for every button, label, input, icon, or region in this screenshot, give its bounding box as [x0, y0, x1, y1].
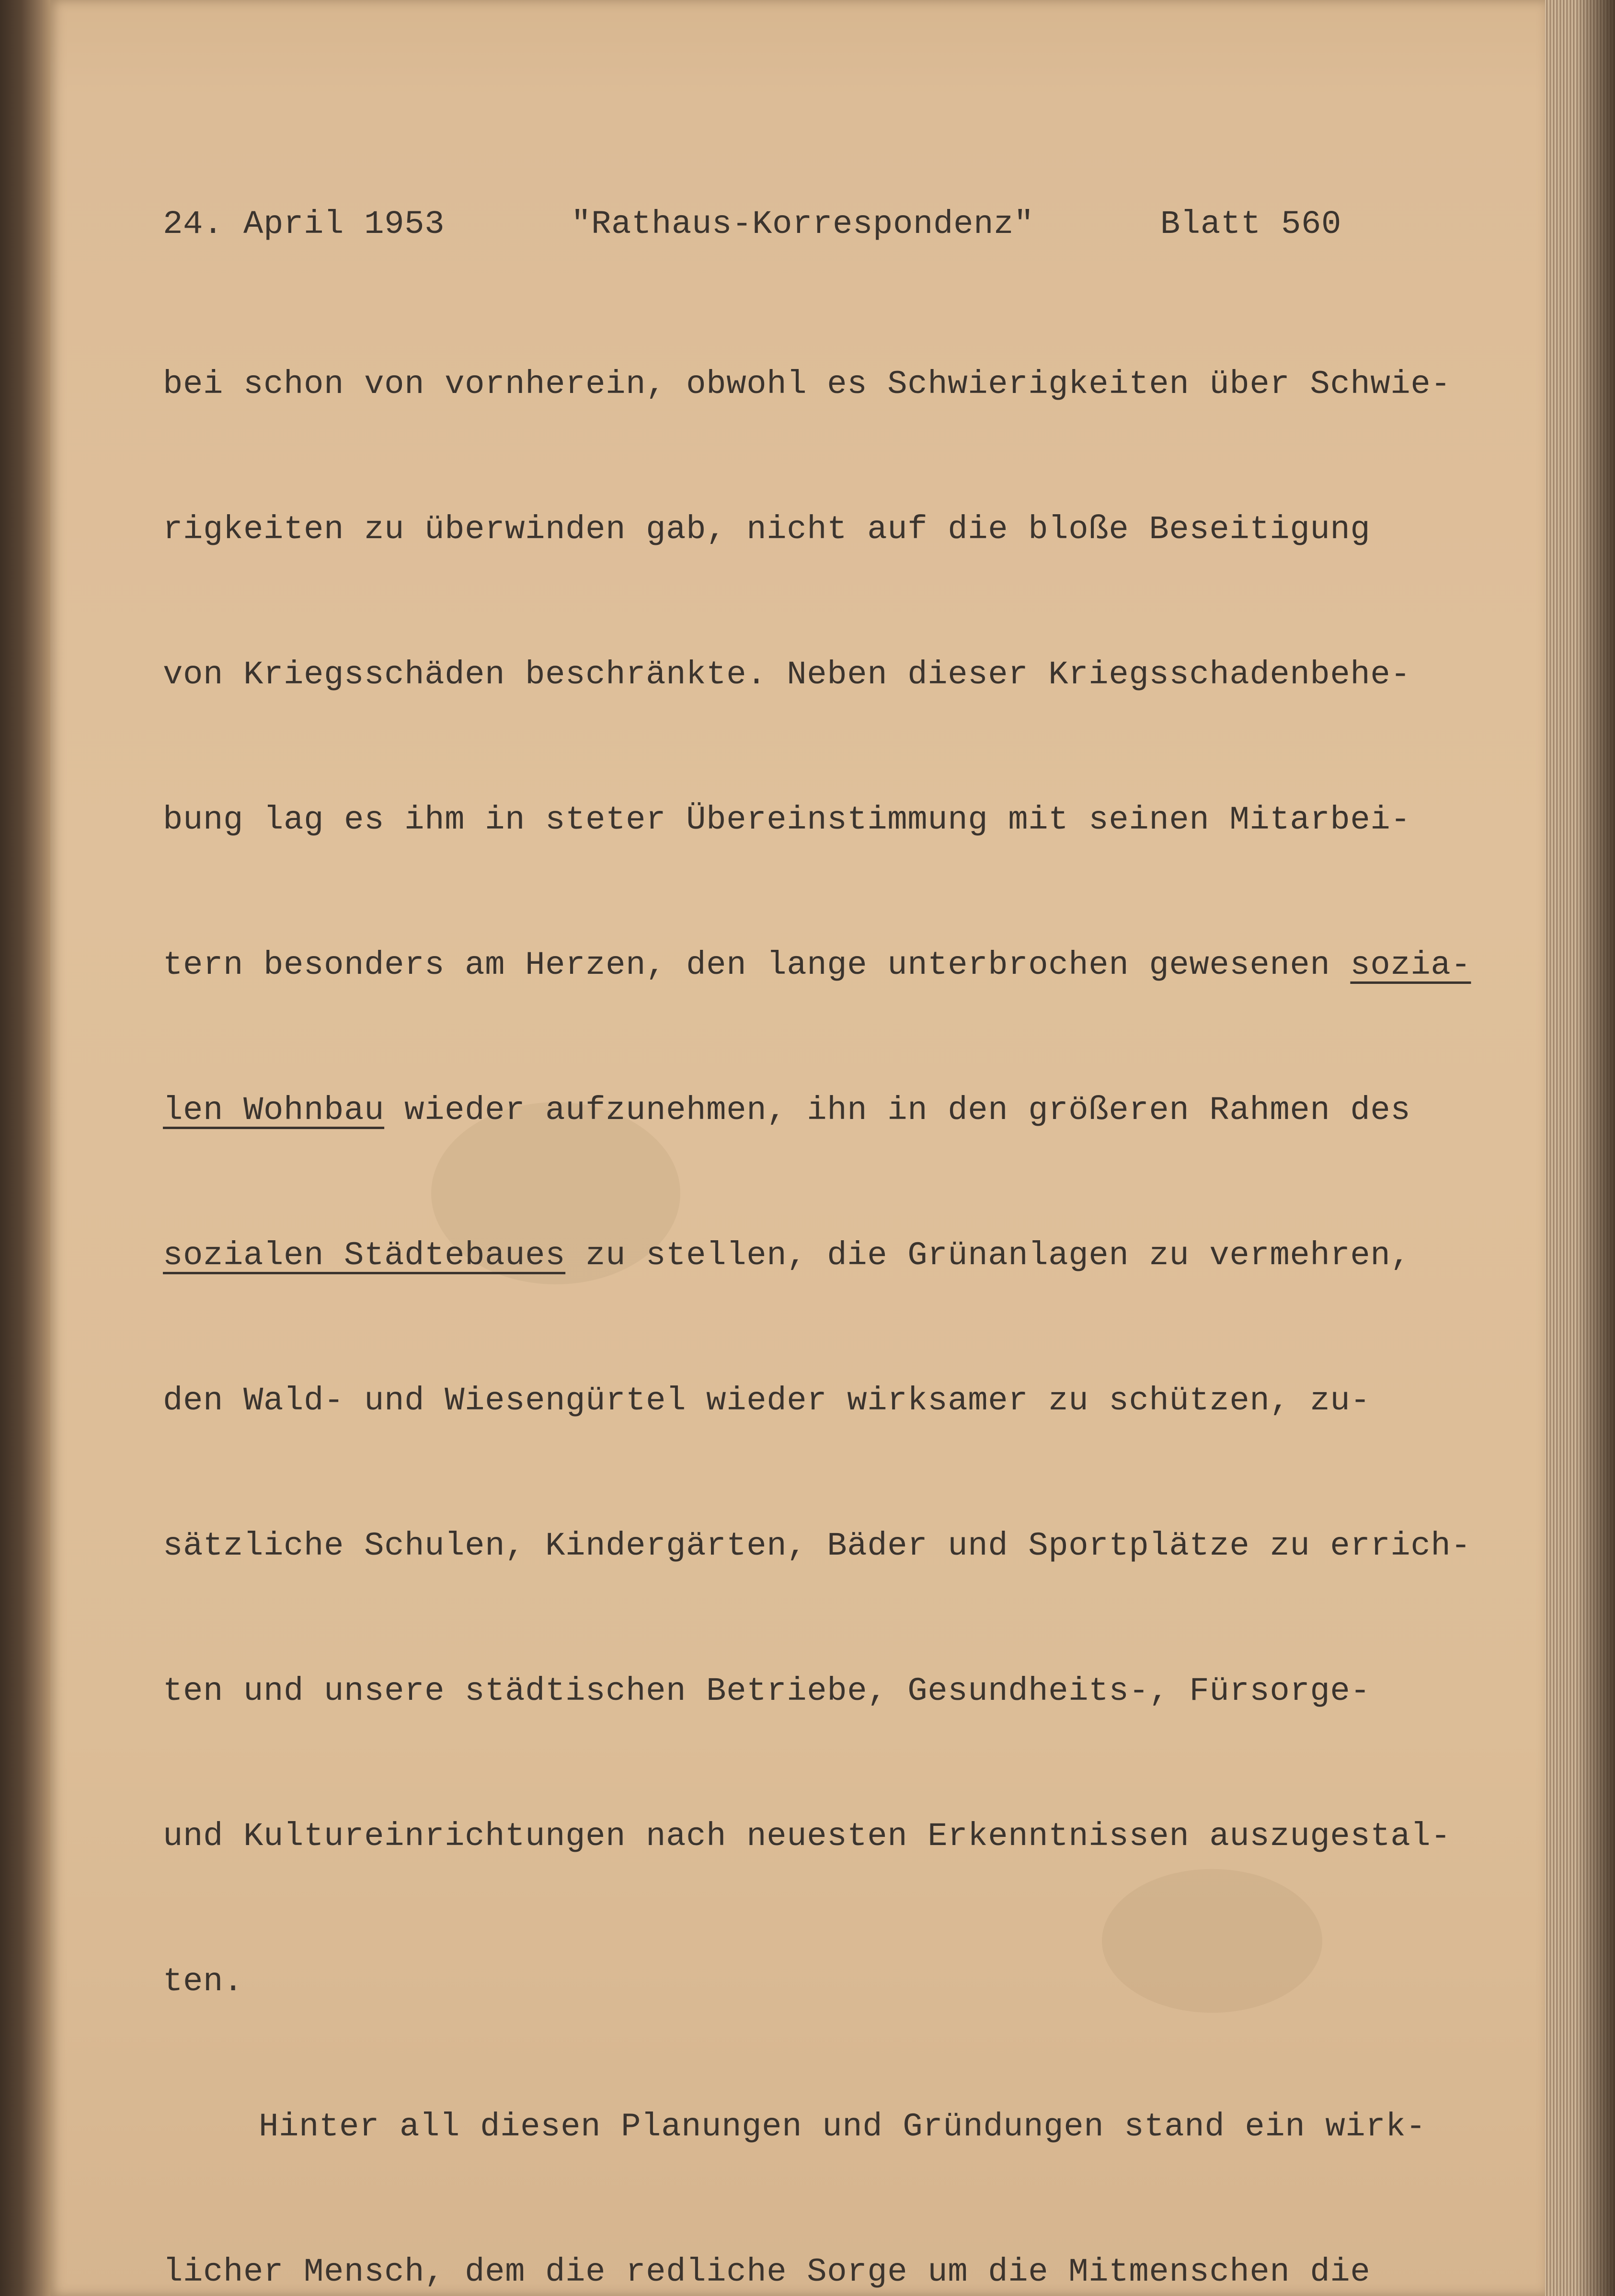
text-line: von Kriegsschäden beschränkte. Neben dieser Kriegsschadenbehe-: [163, 656, 1411, 693]
text-segment: wieder aufzunehmen, ihn in den größeren Rahmen des: [384, 1092, 1411, 1129]
header-sheet-number: Blatt 560: [1160, 206, 1341, 243]
text-line: [163, 1232, 1456, 1280]
page-header: [163, 200, 1341, 249]
text-segment: tern besonders am Herzen, den lange unterbrochen gewesenen: [163, 946, 1351, 984]
text-line: [163, 941, 1471, 990]
underlined-term: sozialen Städtebaues: [163, 1237, 566, 1274]
page-edge-shadow: [1576, 0, 1615, 2296]
book-spine: [0, 0, 50, 2296]
paragraph-start-line: Hinter all diesen Planungen und Gründungen stand ein wirk-: [259, 2108, 1426, 2146]
text-line: und Kultureinrichtungen nach neuesten Erkenntnissen auszugestal-: [163, 1818, 1451, 1855]
text-line: rigkeiten zu überwinden gab, nicht auf die bloße Beseitigung: [163, 511, 1371, 548]
text-line: ten.: [163, 1963, 244, 2000]
text-line: den Wald- und Wiesengürtel wieder wirksamer zu schützen, zu-: [163, 1382, 1371, 1419]
underlined-term: sozia-: [1350, 946, 1471, 984]
text-line: ten und unsere städtischen Betriebe, Gesundheits-, Fürsorge-: [163, 1673, 1371, 1710]
text-line: bung lag es ihm in steter Übereinstimmung mit seinen Mitarbei-: [163, 801, 1411, 839]
header-publication: "Rathaus-Korrespondenz": [571, 206, 1034, 243]
text-line: bei schon von vornherein, obwohl es Schwierigkeiten über Schwie-: [163, 366, 1451, 403]
text-segment: zu stellen, die Grünanlagen zu vermehren,: [565, 1237, 1411, 1274]
text-line: [163, 1086, 1456, 1135]
body-text: [163, 264, 1471, 2296]
header-date: 24. April 1953: [163, 206, 445, 243]
text-line: sätzliche Schulen, Kindergärten, Bäder und Sportplätze zu errich-: [163, 1527, 1471, 1565]
underlined-term: len Wohnbau: [163, 1092, 385, 1129]
text-line: licher Mensch, dem die redliche Sorge um die Mitmenschen die: [163, 2253, 1371, 2291]
